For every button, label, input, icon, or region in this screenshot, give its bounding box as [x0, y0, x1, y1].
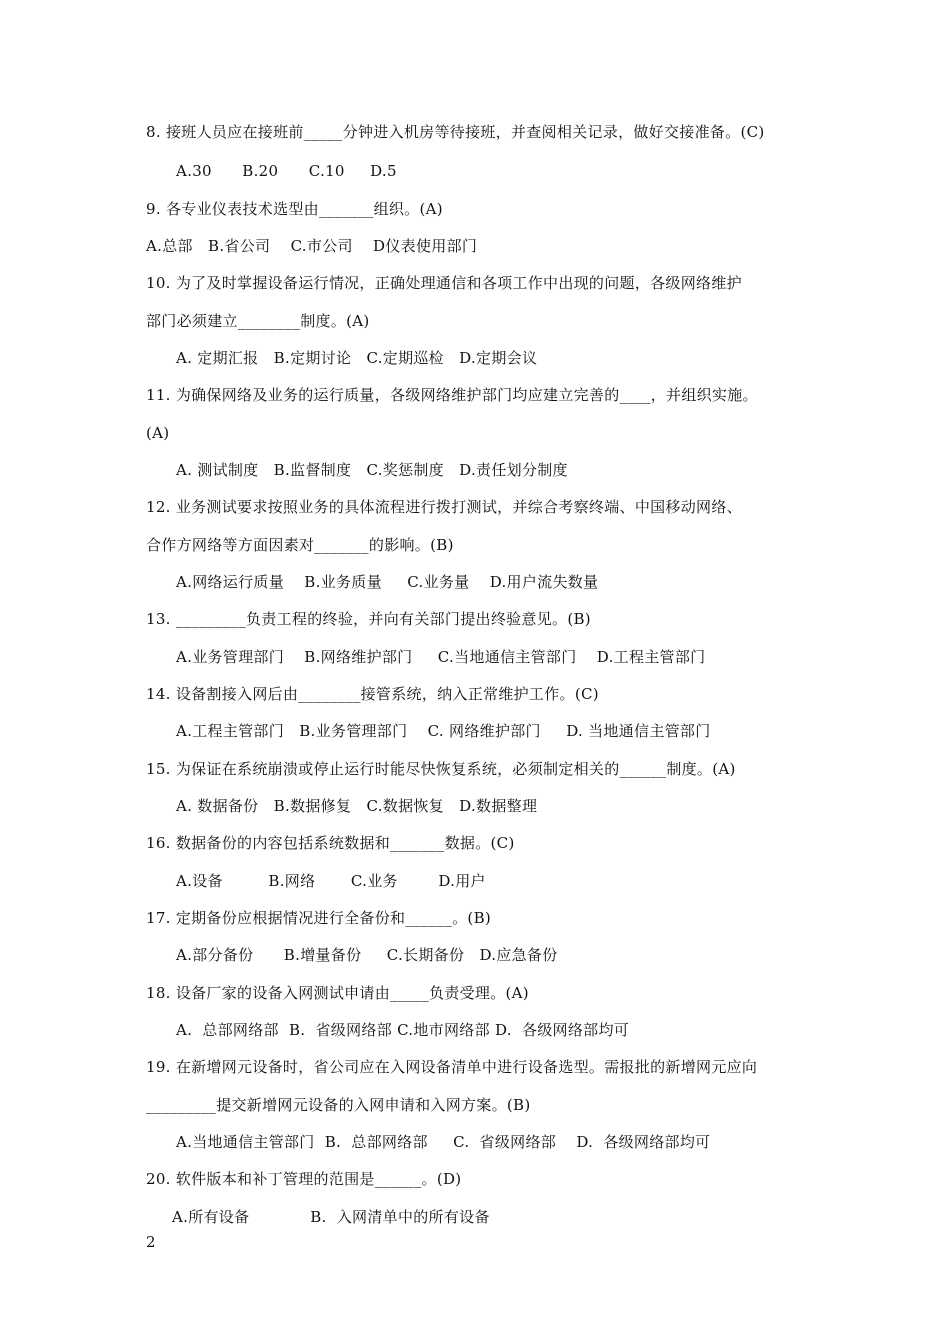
options-17: A.部分备份 B.增量备份 C.长期备份 D.应急备份 — [176, 946, 558, 964]
options-12: A.网络运行质量 B.业务质量 C.业务量 D.用户流失数量 — [176, 573, 599, 591]
options-8: A.30 B.20 C.10 D.5 — [176, 162, 397, 180]
question-10: 10. 为了及时掌握设备运行情况，正确处理通信和各项工作中出现的问题，各级网络维护 — [146, 274, 742, 292]
options-14: A.工程主管部门 B.业务管理部门 C. 网络维护部门 D. 当地通信主管部门 — [176, 722, 711, 740]
options-9: A.总部 B.省公司 C.市公司 D仪表使用部门 — [146, 237, 478, 255]
question-15: 15. 为保证在系统崩溃或停止运行时能尽快恢复系统，必须制定相关的______制度。(A) — [146, 760, 736, 778]
question-20: 20. 软件版本和补丁管理的范围是______。(D) — [146, 1170, 462, 1188]
options-10: A. 定期汇报 B.定期讨论 C.定期巡检 D.定期会议 — [176, 349, 538, 367]
question-14: 14. 设备割接入网后由________接管系统，纳入正常维护工作。(C) — [146, 685, 599, 703]
question-19-cont: _________提交新增网元设备的入网申请和入网方案。(B) — [146, 1096, 531, 1114]
page-number: 2 — [146, 1233, 156, 1251]
question-10-cont: 部门必须建立________制度。(A) — [146, 312, 370, 330]
question-18: 18. 设备厂家的设备入网测试申请由_____负责受理。(A) — [146, 984, 529, 1002]
options-20: A.所有设备 B. 入网清单中的所有设备 — [172, 1208, 490, 1226]
options-18: A. 总部网络部 B. 省级网络部 C.地市网络部 D. 各级网络部均可 — [176, 1021, 630, 1039]
question-13: 13. _________负责工程的终验，并向有关部门提出终验意见。(B) — [146, 610, 591, 628]
options-15: A. 数据备份 B.数据修复 C.数据恢复 D.数据整理 — [176, 797, 538, 815]
question-9: 9. 各专业仪表技术选型由_______组织。(A) — [146, 200, 443, 218]
question-8: 8. 接班人员应在接班前_____分钟进入机房等待接班，并查阅相关记录，做好交接准备。(C) — [146, 123, 765, 141]
question-16: 16. 数据备份的内容包括系统数据和_______数据。(C) — [146, 834, 515, 852]
options-19: A.当地通信主管部门 B. 总部网络部 C. 省级网络部 D. 各级网络部均可 — [176, 1133, 711, 1151]
options-11: A. 测试制度 B.监督制度 C.奖惩制度 D.责任划分制度 — [176, 461, 568, 479]
options-16: A.设备 B.网络 C.业务 D.用户 — [176, 872, 486, 890]
question-11: 11. 为确保网络及业务的运行质量，各级网络维护部门均应建立完善的____，并组织实施。 — [146, 386, 758, 404]
question-19: 19. 在新增网元设备时，省公司应在入网设备清单中进行设备选型。需报批的新增网元应向 — [146, 1058, 758, 1076]
options-13: A.业务管理部门 B.网络维护部门 C.当地通信主管部门 D.工程主管部门 — [176, 648, 706, 666]
question-12: 12. 业务测试要求按照业务的具体流程进行拨打测试，并综合考察终端、中国移动网络、 — [146, 498, 742, 516]
question-11-cont: (A) — [146, 424, 170, 442]
question-12-cont: 合作方网络等方面因素对_______的影响。(B) — [146, 536, 454, 554]
question-17: 17. 定期备份应根据情况进行全备份和______。(B) — [146, 909, 492, 927]
